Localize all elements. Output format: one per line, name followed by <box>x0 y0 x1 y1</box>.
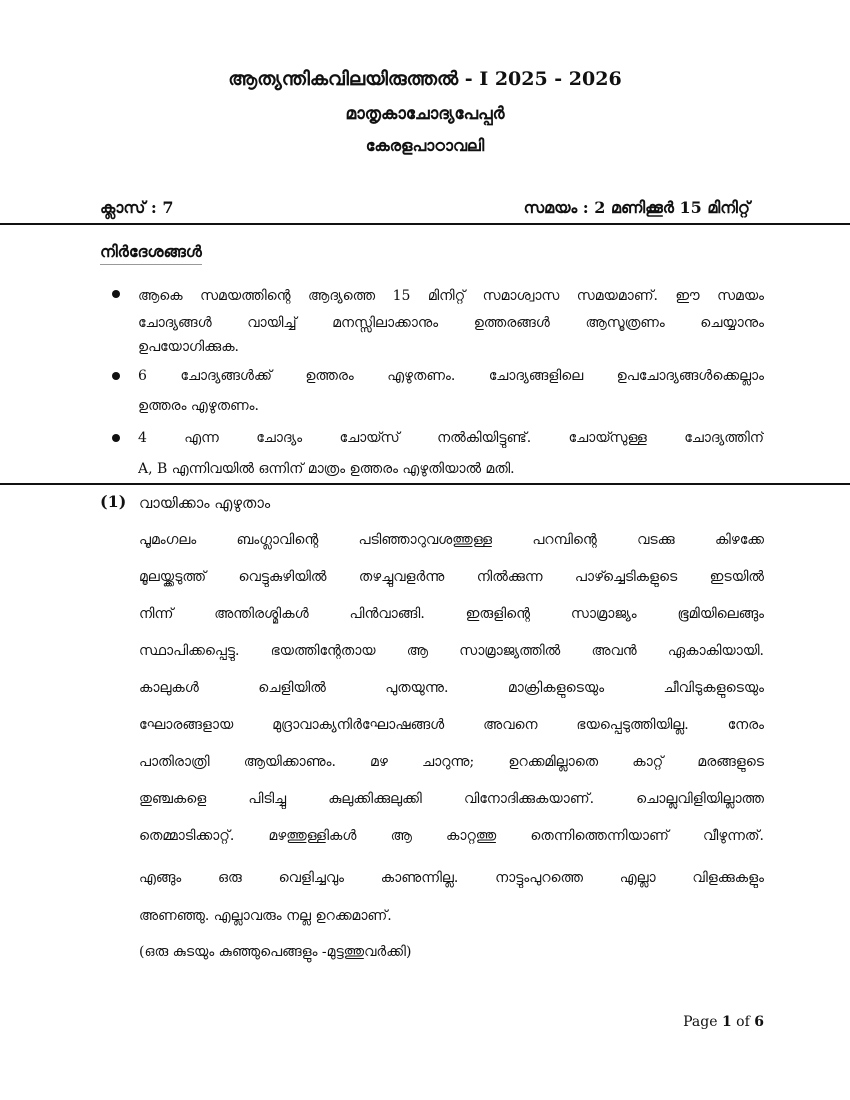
instructions-heading: നിർദേശങ്ങൾ <box>100 242 202 265</box>
exam-title: ആത്യന്തികവിലയിരുത്തൽ - I 2025 - 2026 <box>228 68 622 90</box>
passage-line: അണഞ്ഞു. എല്ലാവരും നല്ല ഉറക്കമാണ്. <box>139 908 392 924</box>
question-title: വായിക്കാം എഴുതാം <box>139 494 271 512</box>
instruction-1-line-3: ഉപയോഗിക്കുക. <box>138 339 239 355</box>
passage-line: എങ്ങും ഒരു വെളിച്ചവും കാണുന്നില്ല. നാട്ടുംപുറത്തെ എല്ലാ വിളക്കുകളും <box>139 870 764 886</box>
bullet-icon <box>112 290 120 298</box>
passage-line: സ്ഥാപിക്കപ്പെട്ടു. ഭയത്തിന്റേതായ ആ സാമ്രാജ്യത്തിൽ അവൻ ഏകാകിയായി. <box>139 643 764 659</box>
syllabus-name: കേരളപാഠാവലി <box>365 136 485 155</box>
passage-line: നിന്ന് അന്തിരശ്മികൾ പിൻവാങ്ങി. ഇരുളിന്റെ സാമ്രാജ്യം ഭൂമിയിലെങ്ങും <box>139 606 764 622</box>
paper-subtitle: മാതൃകാചോദ്യപേപ്പർ <box>345 104 505 124</box>
header-divider <box>0 223 850 225</box>
class-label: ക്ലാസ് : 7 <box>100 198 174 217</box>
instruction-3-line-1: 4 എന്ന ചോദ്യം ചോയ്സ് നൽകിയിട്ടുണ്ട്. ചോയ്സുള്ള ചോദ്യത്തിന് <box>138 430 764 446</box>
instruction-3-line-2: A, B എന്നിവയിൽ ഒന്നിന് മാത്രം ഉത്തരം എഴുതിയാൽ മതി. <box>138 461 515 477</box>
passage-line: തെമ്മാടിക്കാറ്റ്. മഴത്തുള്ളികൾ ആ കാറ്റത്തു തെന്നിത്തെന്നിയാണ് വീഴുന്നത്. <box>139 828 764 844</box>
instruction-2-line-1: 6 ചോദ്യങ്ങൾക്ക് ഉത്തരം എഴുതണം. ചോദ്യങ്ങളിലെ ഉപചോദ്യങ്ങൾക്കെല്ലാം <box>138 368 764 384</box>
passage-line: പൂമംഗലം ബംഗ്ലാവിന്റെ പടിഞ്ഞാറുവശത്തുള്ള പറമ്പിന്റെ വടക്കു കിഴക്കേ <box>139 532 764 548</box>
page-number: 1 <box>721 1014 732 1030</box>
time-label: സമയം : 2 മണിക്കൂർ 15 മിനിറ്റ് <box>523 198 750 217</box>
section-divider <box>0 483 850 485</box>
passage-source: (ഒരു കുടയും കുഞ്ഞുപെങ്ങളും -മുട്ടത്തുവർക്കി) <box>139 944 412 960</box>
instruction-1-line-2: ചോദ്യങ്ങൾ വായിച്ച് മനസ്സിലാക്കാനും ഉത്തരങ്ങൾ ആസൂത്രണം ചെയ്യാനും <box>138 315 764 331</box>
passage-line: കാലുകൾ ചെളിയിൽ പുതയുന്നു. മാക്രികളുടെയും ചീവിടുകളുടെയും <box>139 680 764 696</box>
bullet-icon <box>112 434 120 442</box>
instruction-1-line-1: ആകെ സമയത്തിന്റെ ആദ്യത്തെ 15 മിനിറ്റ് സമാശ്വാസ സമയമാണ്. ഈ സമയം <box>138 288 764 304</box>
page-footer <box>683 1014 764 1030</box>
instruction-2-line-2: ഉത്തരം എഴുതണം. <box>138 398 259 414</box>
page-word: Page <box>683 1014 718 1030</box>
page-total: 6 <box>754 1014 764 1030</box>
passage-line: തുഞ്ചകളെ പിടിച്ചു കുലുക്കിക്കുലുക്കി വിനോദിക്കുകയാണ്. ചൊല്ലുവിളിയില്ലാത്ത <box>139 791 764 807</box>
question-number: (1) <box>100 492 127 511</box>
bullet-icon <box>112 372 120 380</box>
passage-line: മൂലയ്ക്കടുത്ത് വെട്ടുകുഴിയിൽ തഴച്ചുവളർന്നു നിൽക്കുന്ന പാഴ്ച്ചെടികളുടെ ഇടയിൽ <box>139 569 764 585</box>
of-word: of <box>736 1014 750 1030</box>
passage-line: ഘോരങ്ങളായ മുദ്രാവാക്യനിർഘോഷങ്ങൾ അവനെ ഭയപ്പെടുത്തിയില്ല. നേരം <box>139 717 764 733</box>
passage-line: പാതിരാത്രി ആയിക്കാണും. മഴ ചാറുന്നു; ഉറക്കമില്ലാതെ കാറ്റ് മരങ്ങളുടെ <box>139 754 764 770</box>
